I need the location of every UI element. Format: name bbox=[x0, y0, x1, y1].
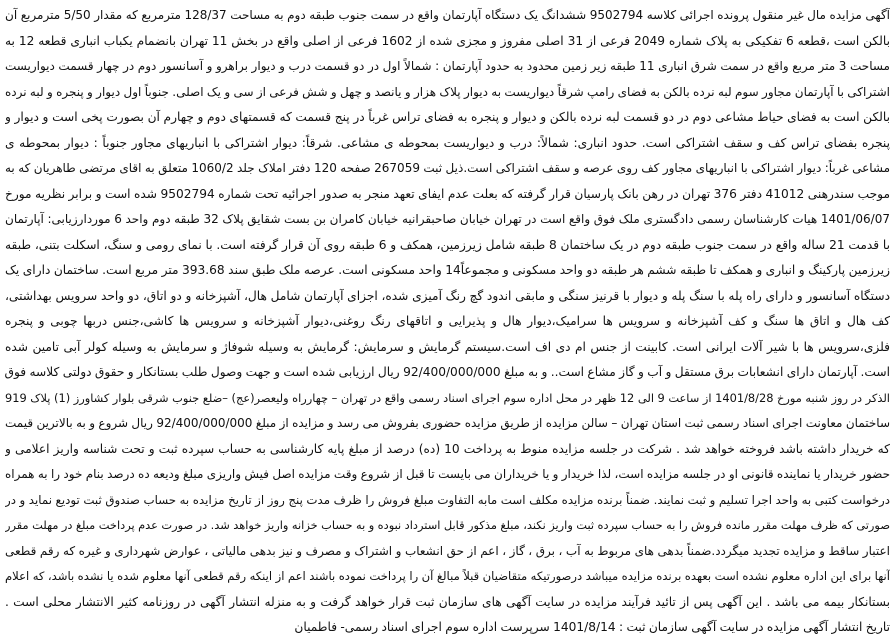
notice-line-21: صورتی که ظرف مهلت مقرر مانده فروش را به حساب سپرده ثبت واریز نکند، مبلغ مذکور قابل استرداد نبوده و به حساب خزانه واریز خواهد شد. در صورت عدم پرداخت مبلغ در مهلت مقرر bbox=[5, 518, 890, 532]
notice-line-5: بالکن است به فضای حیاط مشاعی دوم در دو قسمت لبه نرده بالکن و دیوار و پنجره به فضای تراس غرباً در پنج قسمت که قسمتهای دوم و چهارم آن بصورت پخی است و دیوار و bbox=[5, 110, 890, 124]
notice-line-8: موجب سندرهنی 41012 دفتر 376 تهران در رهن بانک پارسیان قرار گرفته که بعلت عدم ایفای تعهد منجر به صدور اجرائیه تحت شماره 9502794 شده است و برابر نظریه مورخ bbox=[5, 186, 890, 201]
notice-line-23: آنها برای این اداره معلوم نشده است بعهده برنده مزایده میباشد درصورتیکه متقاضیان قبلاً مبالغ آن را پرداخت نموده باشند اعم از اینکه رقم قطعی آنها معلوم شده یا نشده باشد، که اعلام bbox=[5, 569, 890, 583]
notice-line-20: درخواست کتبی به واحد اجرا تسلیم و ثبت نمایند. ضمناً برنده مزایده مکلف است مابه التفاوت مبلغ فروش را ظرف مدت پنج روز از تاریخ مزایده به حساب صندوق ثبت تودیع نماید و در bbox=[5, 492, 890, 507]
notice-line-15: است. آپارتمان دارای انشعابات برق مستقل و آب و گاز مشاع است.. و به مبلغ 92/400/000/000 ریال ارزیابی شده است و جهت وصول طلب بستانکار و حقوق دولتی کلاسه فوق bbox=[5, 365, 890, 379]
notice-line-19: حضور خریدار یا نماینده قانونی او در جلسه مزایده است، لذا خریدار و یا خریداران می بایست تا قبل از شروع وقت مزایده اصل فیش واریزی مبلغ ودیعه ده درصد بنام خود را به همراه bbox=[5, 467, 890, 481]
notice-line-12: دستگاه آسانسور و دارای راه پله با سنگ پله و دیوار با قرنیز سنگی و مابقی اندود گچ رنگ آمیزی شده، اجزای آپارتمان شامل هال، آشپزخانه و دو اتاق، دو واحد سرویس بهداشتی، bbox=[5, 288, 890, 303]
notice-line-14: فلزی،سرویس ها با شیر آلات ایرانی است. کابینت از جنس ام دی اف است.سیستم گرمایش و سرمایش: گرمایش به وسیله شوفاژ و سرمایش به وسیله کولر آبی تامین شده bbox=[5, 339, 890, 354]
notice-line-16: الذکر در روز شنبه مورخ 1401/8/28 از ساعت 9 الی 12 ظهر در محل اداره سوم اجرای اسناد رسمی واقع در تهران – چهارراه ولیعصر(عج) –ضلع جنوب شرقی بلوار کشاورز (1) پلاک 919 bbox=[5, 390, 890, 405]
notice-line-7: مشاعی غرباً: دیوار اشتراکی با انباریهای مجاور کف روی عرصه و سقف اشتراکی است.ذیل ثبت 267059 صفحه 120 دفتر املاک جلد 1060/2 متعلق به اقای مرتضی طاهریان که به bbox=[5, 161, 890, 175]
notice-line-13: کف هال و اتاق ها سنگ و کف آشپزخانه و سرویس ها سرامیک،دیوار هال و پذیرایی و اتاقهای رنگ روغنی،دیوار آشپزخانه و سرویس ها کاشی،جنس دربها چوبی و پنجره bbox=[5, 314, 890, 328]
notice-line-4: اشتراکی با آپارتمان مجاور سوم لبه نرده بالکن به فضای رامپ شرقاً دیواریست به دیوار پلاک هزار و یانصد و چهل و شش فرعی از سی و یک اصلی. جنوباً اول دیوار و پنجره و لبه نرده bbox=[5, 84, 890, 99]
notice-line-9: 1401/06/07 هیات کارشناسان رسمی دادگستری ملک فوق واقع است در تهران خیابان صاحبقرانیه خیابان کامران بن بست شقایق پلاک 32 طبقه دوم واحد 6 موردارزیابی: آپارتمان bbox=[5, 212, 890, 226]
notice-line-3: مساحت 3 متر مربع واقع در سمت شرق انباری 11 طبقه زیر زمین محدود به حدود آپارتمان : شمالاً اول در دو قسمت درب و دیوار براهرو و آسانسور دوم در چهار قسمت دیواریست bbox=[5, 59, 890, 73]
notice-line-2: بالکن است ،قطعه 6 تفکیکی به پلاک شماره 2049 فرعی از 31 اصلی مفروز و مجزی شده از 1602 فرعی از اصلی واقع در بخش 11 تهران بانضمام یکباب انباری قطعه 12 به bbox=[5, 33, 890, 48]
notice-line-22: اعتبار ساقط و مزایده تجدید میگردد.ضمناً بدهی های مربوط به آب ، برق ، گاز ، اعم از حق انشعاب و اشتراک و مصرف و نیز بدهی مالیاتی ، عوارض شهرداری و غیره که رقم قطعی bbox=[5, 543, 890, 558]
notice-line-10: با قدمت 21 ساله واقع در سمت جنوب طبقه دوم در یک ساختمان 8 طبقه شامل زیرزمین، همکف و 6 طبقه روی آن قرار گرفته است. با نمای رومی و سنگ، اسکلت بتنی، طبقه bbox=[5, 237, 890, 252]
notice-line-11: زیرزمین پارکینگ و انباری و همکف تا طبقه ششم هر طبقه دو واحد مسکونی و مجموعاً14 واحد مسکونی است. عرصه ملک طبق سند 393.68 متر مربع است. ساختمان دارای یک bbox=[5, 263, 890, 277]
notice-line-18: که خریدار داشته باشد فروخته خواهد شد . شرکت در جلسه مزایده منوط به پرداخت 10 (ده) درصد از مبلغ پایه کارشناسی به حساب سپرده ثبت و تحت شناسه واریز اعلامی و bbox=[5, 441, 890, 456]
notice-line-17: ساختمان معاونت اجرای اسناد رسمی ثبت استان تهران – سالن مزایده از طریق مزایده حضوری بفروش می رسد و مزایده از مبلغ 92/400/000/000 ریال شروع و به بالاترین قیمت bbox=[5, 416, 890, 430]
notice-line-1: آگهی مزایده مال غیر منقول پرونده اجرائی کلاسه 9502794 ششدانگ یک دستگاه آپارتمان واقع در سمت جنوب طبقه دوم به مساحت 128/37 مترمربع که مقدار 5/50 مترمربع آن bbox=[5, 8, 890, 22]
notice-line-6: پنجره بفضای تراس کف و سقف اشتراکی است. حدود انباری: شمالاً: درب و دیواریست بمحوطه ی مشاعی. شرقاً: دیوار اشتراکی با انباریهای مجاور جنوباً : دیوار بمحوطه ی bbox=[5, 135, 890, 150]
notice-line-25: تاریخ انتشار آگهی مزایده در سایت آگهی سازمان ثبت : 1401/8/14 سرپرست اداره سوم اجرای اسناد رسمی- فاطمیان bbox=[294, 620, 890, 634]
notice-line-24: بستانکار بیمه می باشد . این آگهی پس از تائید فرآیند مزایده در سایت آگهی های سازمان ثبت قرار خواهد گرفت و به منزله انتشار آگهی در روزنامه کثیر الانتشار محلی است . bbox=[5, 594, 890, 609]
